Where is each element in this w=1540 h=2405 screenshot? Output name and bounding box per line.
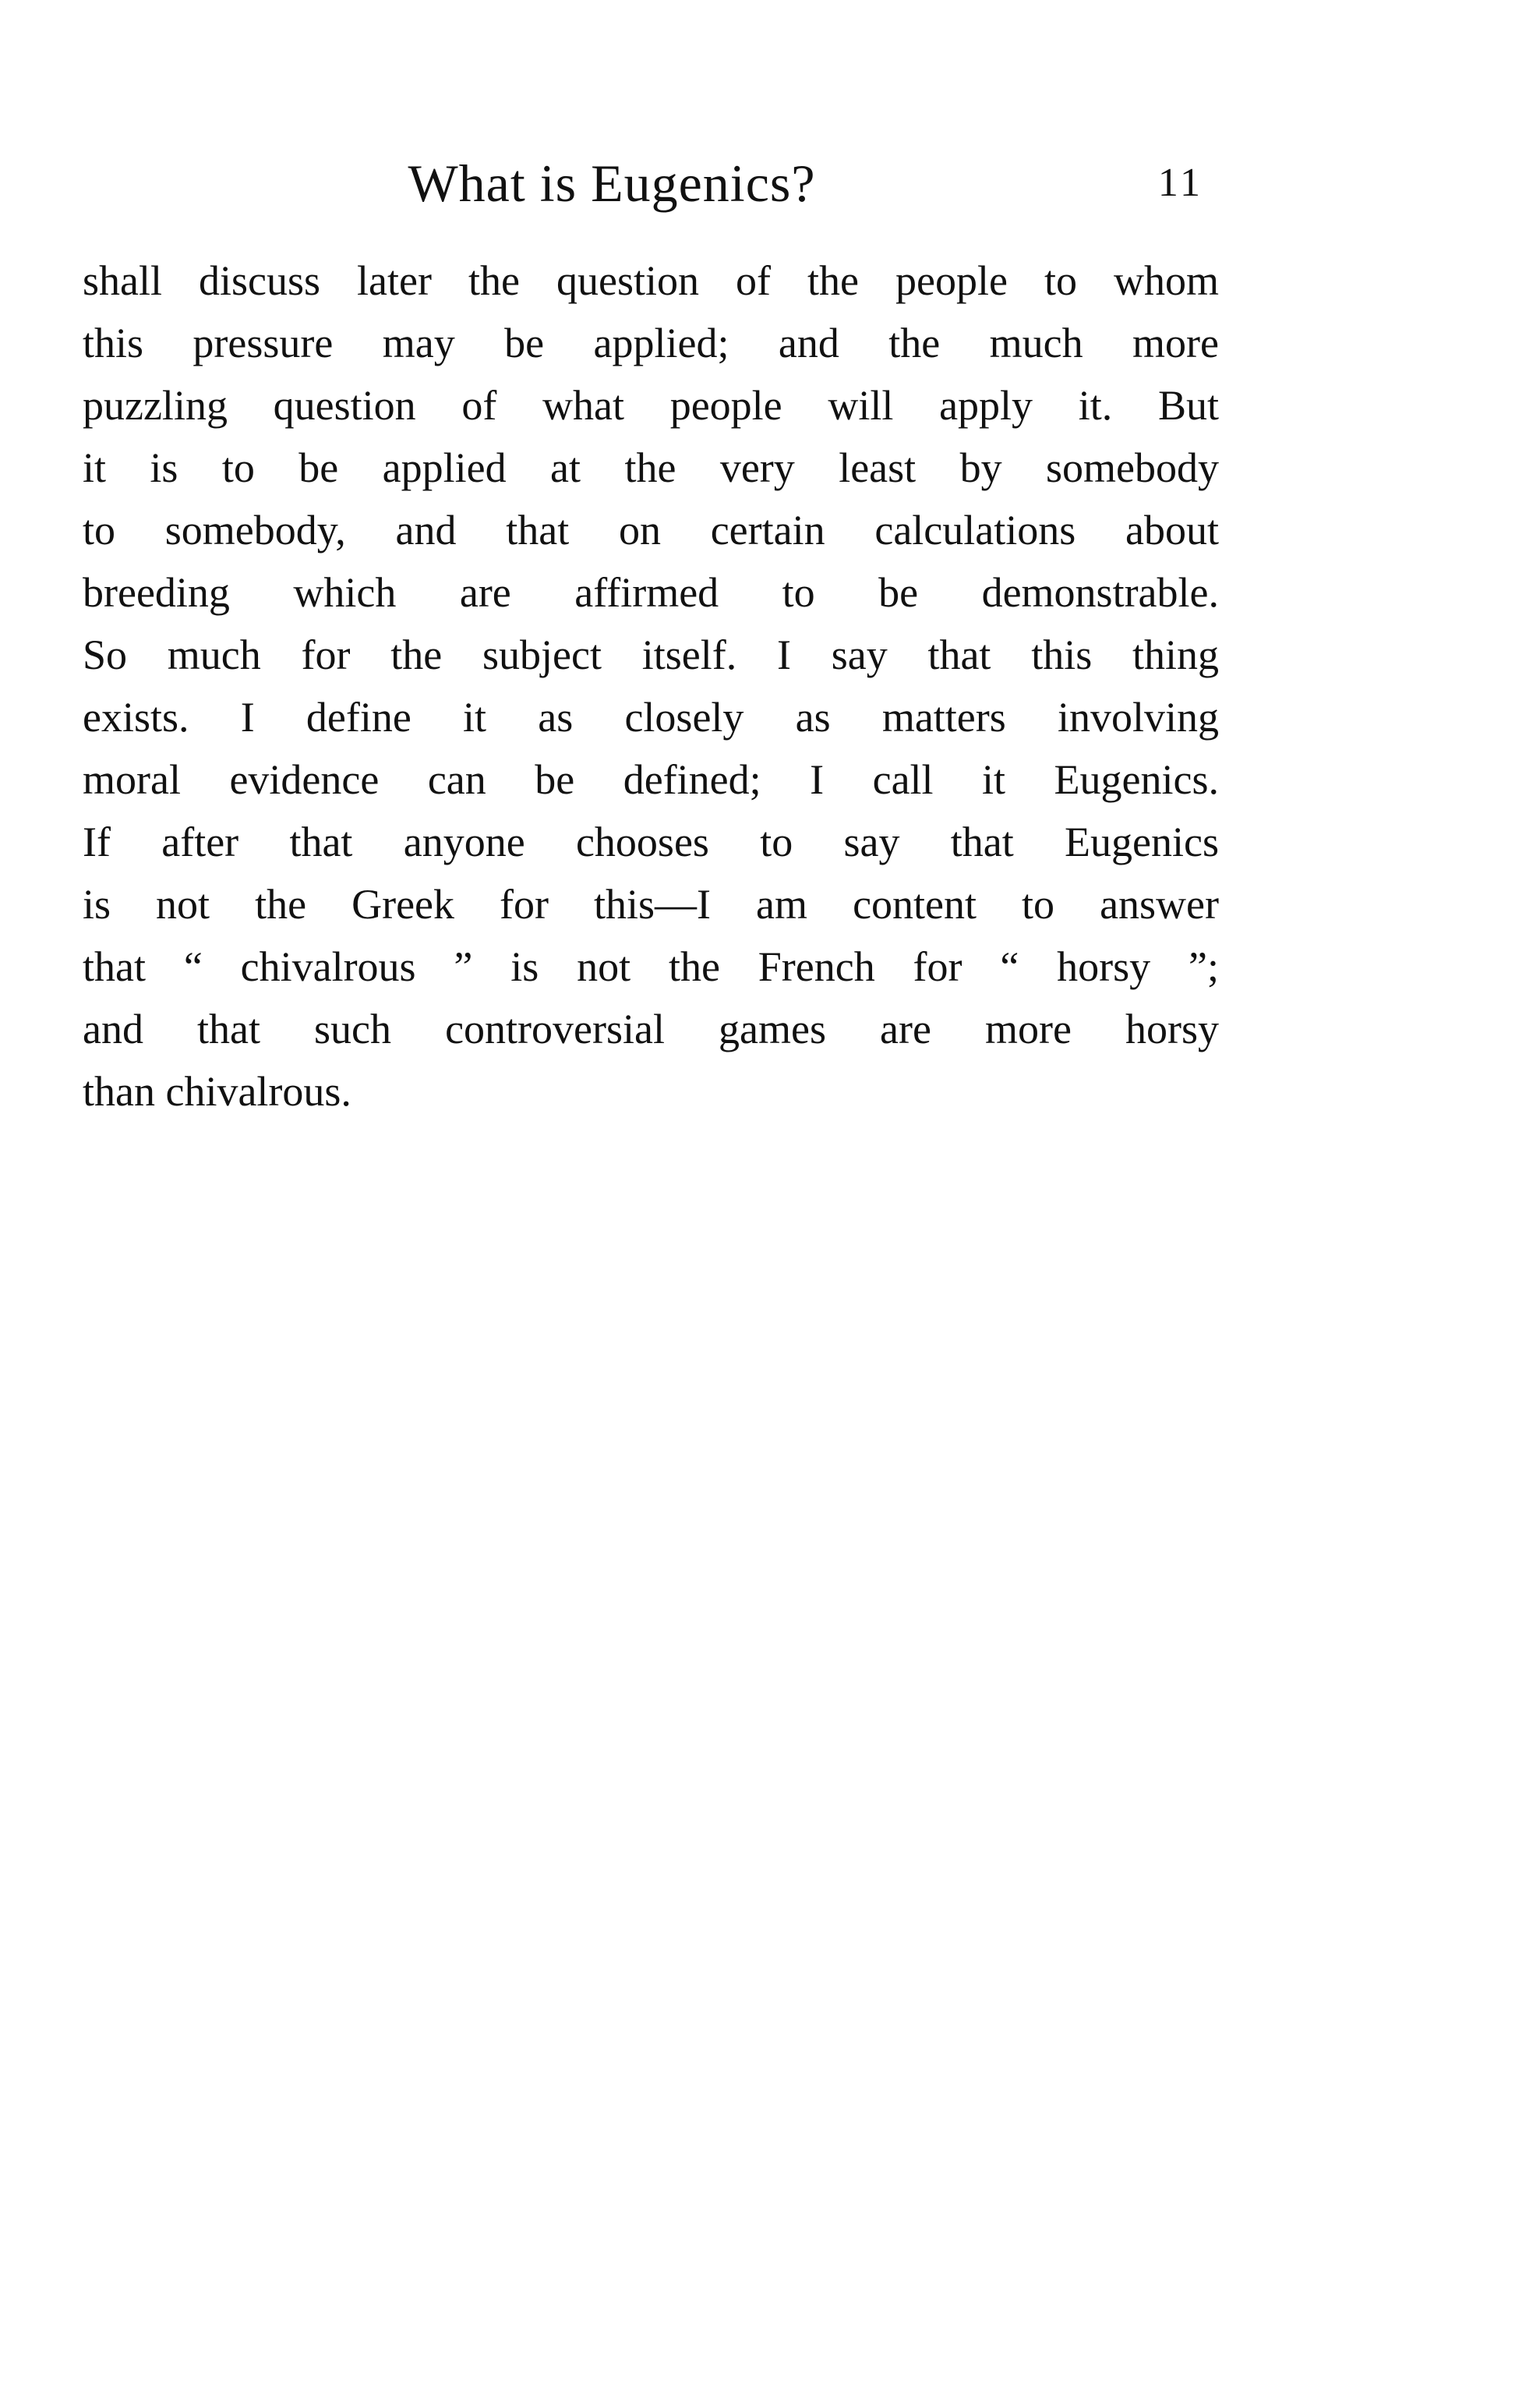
text-line: to somebody, and that on certain calculations about [83,507,1219,554]
running-header [83,148,1219,218]
text-line: So much for the subject itself. I say that this thing [83,631,1219,678]
text-line: If after that anyone chooses to say that Eugenics [83,819,1219,865]
text-line-final: than chivalrous. [83,1068,351,1115]
text-line: moral evidence can be defined; I call it Eugenics. [83,756,1219,803]
running-title: What is Eugenics? [408,154,816,213]
text-line: this pressure may be applied; and the much more [83,320,1219,366]
text-line: breeding which are affirmed to be demonstrable. [83,569,1219,616]
text-line: and that such controversial games are more horsy [83,1006,1219,1052]
text-line: shall discuss later the question of the people to whom [83,257,1219,304]
text-line: that “ chivalrous ” is not the French for “ horsy ”; [83,943,1219,990]
text-line: puzzling question of what people will apply it. But [83,382,1219,429]
text-line: is not the Greek for this—I am content to answer [83,881,1219,928]
text-line: it is to be applied at the very least by somebody [83,444,1219,491]
body-paragraph [83,249,1219,1123]
page-number: 11 [1157,161,1203,205]
text-line: exists. I define it as closely as matters involving [83,694,1219,741]
